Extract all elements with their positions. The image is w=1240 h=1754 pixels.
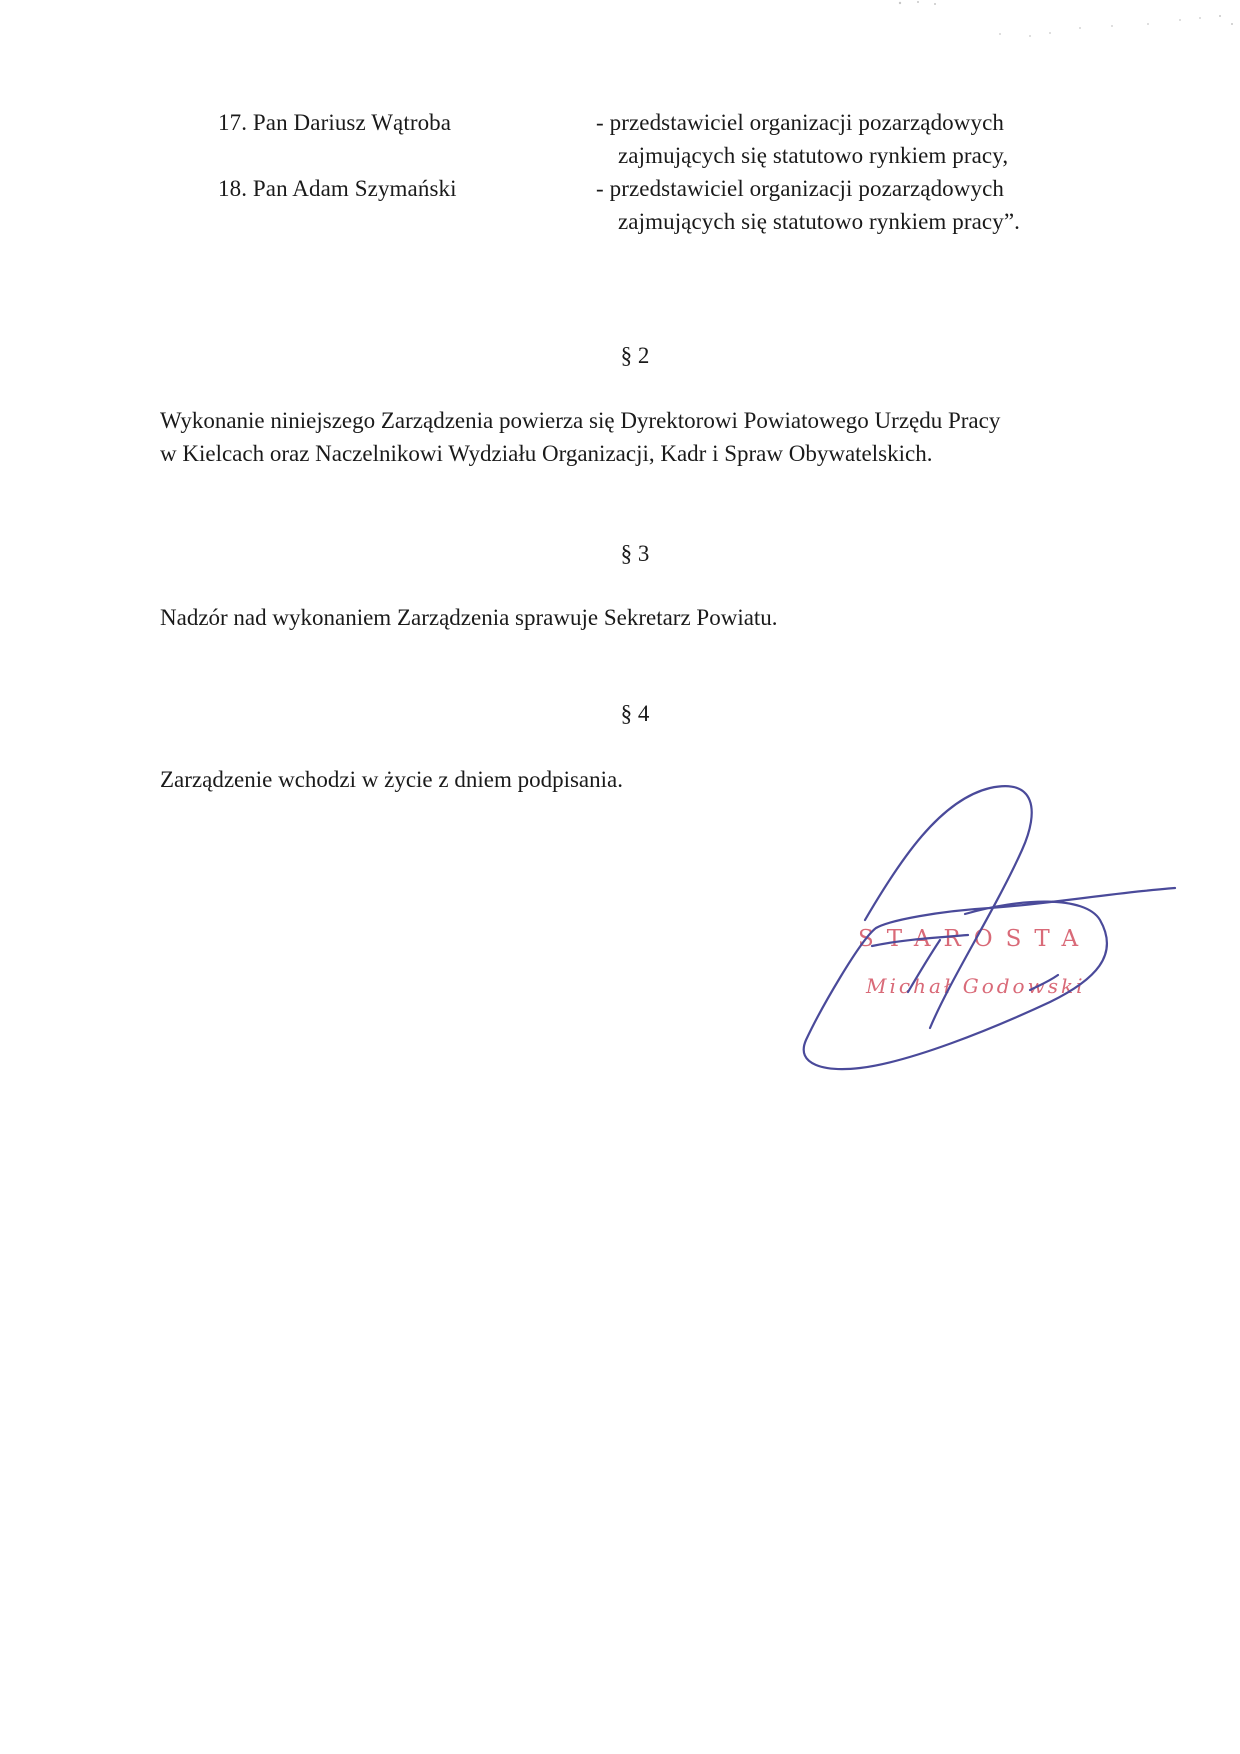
stamp-title: STAROSTA (858, 926, 1092, 952)
scan-artifact (880, 0, 1240, 50)
section-mark: § 2 (620, 343, 650, 368)
paragraph-line: Zarządzenie wchodzi w życie z dniem podpisania. (160, 767, 623, 792)
stamp-name: Michał Godowski (866, 974, 1086, 998)
section-mark: § 3 (620, 541, 650, 566)
member-role-continued: zajmujących się statutowo rynkiem pracy, (618, 143, 1009, 168)
member-name: 18. Pan Adam Szymański (218, 176, 457, 201)
paragraph-line: w Kielcach oraz Naczelnikowi Wydziału Organizacji, Kadr i Spraw Obywatelskich. (160, 441, 933, 466)
member-name: 17. Pan Dariusz Wątroba (218, 110, 452, 135)
member-role-continued: zajmujących się statutowo rynkiem pracy”. (618, 209, 1020, 234)
section-mark: § 4 (620, 701, 650, 726)
member-role: - przedstawiciel organizacji pozarządowych (596, 176, 1004, 201)
member-role: - przedstawiciel organizacji pozarządowych (596, 110, 1004, 135)
handwritten-signature (790, 770, 1190, 1080)
paragraph-line: Nadzór nad wykonaniem Zarządzenia sprawuje Sekretarz Powiatu. (160, 605, 778, 630)
paragraph-line: Wykonanie niniejszego Zarządzenia powierza się Dyrektorowi Powiatowego Urzędu Pracy (160, 408, 1001, 433)
